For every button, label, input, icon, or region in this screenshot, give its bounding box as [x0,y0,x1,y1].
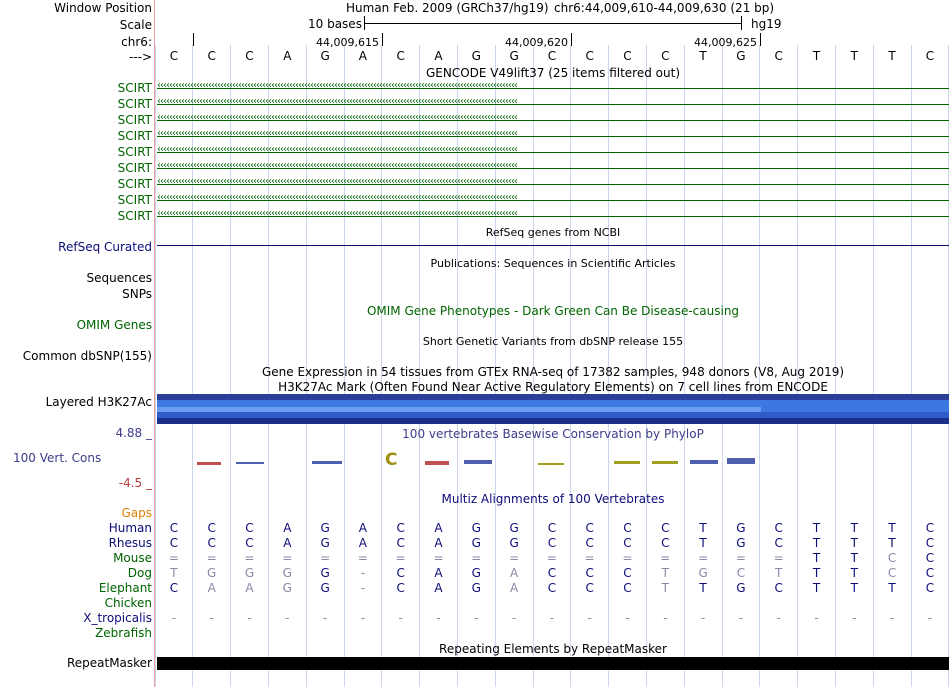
dbsnp-label[interactable]: Common dbSNP(155) [22,349,152,363]
alignment-base: G [282,581,292,595]
species-label-dog[interactable]: Dog [127,566,152,580]
alignment-base: C [887,566,897,580]
alignment-base: C [547,566,557,580]
alignment-base: A [434,521,443,535]
alignment-base: C [623,521,632,535]
alignment-base: C [169,581,179,595]
alignment-base: C [585,521,594,535]
alignment-base: G [471,566,481,580]
alignment-base: T [775,566,783,580]
alignment-base: G [320,566,330,580]
sequence-base: T [888,49,896,63]
alignment-base: G [282,566,292,580]
refseq-label[interactable]: RefSeq Curated [58,240,152,254]
species-label-human[interactable]: Human [108,521,152,535]
alignment-base: G [509,536,519,550]
gencode-transcript[interactable]: ‹‹‹‹‹‹‹‹‹‹‹‹‹‹‹‹‹‹‹‹‹‹‹‹‹‹‹‹‹‹‹‹‹‹‹‹‹‹‹‹‹‹‹‹‹‹‹‹‹‹‹‹‹‹‹‹‹‹‹‹‹‹‹‹‹‹‹‹‹‹‹‹‹‹‹‹‹‹‹‹‹‹‹‹‹‹‹‹‹‹‹‹‹‹‹‹‹‹‹‹‹‹‹‹‹‹‹‹‹‹‹‹‹‹‹‹‹‹‹‹ [157,101,949,108]
alignment-base: = [244,551,255,565]
alignment-base: A [434,536,443,550]
gencode-item-label[interactable]: SCIRT [117,129,152,143]
alignment-base: = [773,551,784,565]
alignment-base: - [927,611,933,625]
alignment-base: C [925,566,935,580]
alignment-base: T [812,536,821,550]
gencode-item-label[interactable]: SCIRT [117,161,152,175]
alignment-base: = [395,551,406,565]
h3k27ac-label[interactable]: Layered H3K27Ac [45,395,152,409]
h3k27ac-track-title[interactable]: H3K27Ac Mark (Often Found Near Active Regulatory Elements) on 7 cell lines from ENCODE [278,380,828,394]
sequence-base: G [736,49,746,63]
omim-track-title[interactable]: OMIM Gene Phenotypes - Dark Green Can Be Disease-causing [366,304,740,318]
alignment-base: C [925,536,935,550]
ruler-tick [382,33,383,46]
alignment-base: = [357,551,368,565]
species-label-chicken[interactable]: Chicken [104,596,152,610]
dbsnp-track-title[interactable]: Short Genetic Variants from dbSNP release 155 [422,335,684,348]
alignment-base: T [888,521,896,535]
alignment-base: T [850,581,858,595]
alignment-base: = [660,551,671,565]
alignment-base: A [358,521,367,535]
alignment-base: C [585,566,594,580]
phylop-track-title[interactable]: 100 vertebrates Basewise Conservation by PhyloP [402,427,704,441]
alignment-base: = [282,551,293,565]
alignment-base: G [698,566,708,580]
alignment-base: A [283,536,292,550]
species-label-x_tropicalis[interactable]: X_tropicalis [83,611,152,625]
gencode-item-label[interactable]: SCIRT [117,177,152,191]
sequence-base: A [283,49,292,63]
gencode-transcript[interactable]: ‹‹‹‹‹‹‹‹‹‹‹‹‹‹‹‹‹‹‹‹‹‹‹‹‹‹‹‹‹‹‹‹‹‹‹‹‹‹‹‹‹‹‹‹‹‹‹‹‹‹‹‹‹‹‹‹‹‹‹‹‹‹‹‹‹‹‹‹‹‹‹‹‹‹‹‹‹‹‹‹‹‹‹‹‹‹‹‹‹‹‹‹‹‹‹‹‹‹‹‹‹‹‹‹‹‹‹‹‹‹‹‹‹‹‹‹‹‹‹‹ [157,149,949,156]
alignment-base: = [584,551,595,565]
alignment-base: A [207,581,216,595]
ruler-label-1: 44,009,615 [316,36,379,49]
gencode-item-label[interactable]: SCIRT [117,193,152,207]
alignment-base: - [209,611,214,625]
alignment-base: G [736,581,746,595]
alignment-base: A [283,521,292,535]
alignment-base: - [814,611,819,625]
alignment-base: C [774,521,783,535]
alignment-base: - [171,611,177,625]
alignment-base: C [887,551,897,565]
species-label-mouse[interactable]: Mouse [113,551,152,565]
alignment-base: G [244,566,255,580]
gencode-transcript[interactable]: ‹‹‹‹‹‹‹‹‹‹‹‹‹‹‹‹‹‹‹‹‹‹‹‹‹‹‹‹‹‹‹‹‹‹‹‹‹‹‹‹‹‹‹‹‹‹‹‹‹‹‹‹‹‹‹‹‹‹‹‹‹‹‹‹‹‹‹‹‹‹‹‹‹‹‹‹‹‹‹‹‹‹‹‹‹‹‹‹‹‹‹‹‹‹‹‹‹‹‹‹‹‹‹‹‹‹‹‹‹‹‹‹‹‹‹‹‹‹‹‹ [157,117,949,124]
alignment-base: G [736,536,746,550]
chrom-label: chr6: [121,35,152,49]
alignment-base: C [736,566,746,580]
alignment-base: - [700,611,706,625]
gencode-item-label[interactable]: SCIRT [117,145,152,159]
ruler-label-3: 44,009,625 [694,36,757,49]
sequence-base: A [358,49,367,63]
repeatmasker-element[interactable] [157,657,949,670]
species-label-elephant[interactable]: Elephant [98,581,152,595]
gaps-label[interactable]: Gaps [121,506,152,520]
sequence-base: G [471,49,481,63]
gencode-item-label[interactable]: SCIRT [117,113,152,127]
alignment-base: C [585,581,594,595]
alignment-base: - [852,611,857,625]
ruler-tick [760,33,761,46]
alignment-base: A [509,581,519,595]
alignment-base: - [322,611,328,625]
sequence-base: A [434,49,443,63]
alignment-base: C [169,536,179,550]
scale-bar [364,23,742,24]
alignment-base: T [812,581,821,595]
refseq-gene-line[interactable] [157,245,949,246]
gencode-item-label[interactable]: SCIRT [117,81,152,95]
species-label-zebrafish[interactable]: Zebrafish [95,626,152,640]
alignment-base: - [360,581,366,595]
alignment-base: G [509,521,519,535]
alignment-base: - [549,611,555,625]
alignment-base: C [547,536,557,550]
species-label-rhesus[interactable]: Rhesus [108,536,152,550]
assembly-name[interactable]: Human Feb. 2009 (GRCh37/hg19) [346,1,549,15]
alignment-base: G [320,536,330,550]
alignment-base: C [169,521,179,535]
alignment-base: = [509,551,520,565]
alignment-base: C [585,536,594,550]
alignment-base: C [623,581,632,595]
strand-label: ---> [128,50,152,64]
multiz-track-title[interactable]: Multiz Alignments of 100 Vertebrates [441,492,665,506]
sequence-base: C [774,49,783,63]
alignment-base: - [360,566,366,580]
alignment-base: T [170,566,178,580]
gencode-transcript[interactable]: ‹‹‹‹‹‹‹‹‹‹‹‹‹‹‹‹‹‹‹‹‹‹‹‹‹‹‹‹‹‹‹‹‹‹‹‹‹‹‹‹‹‹‹‹‹‹‹‹‹‹‹‹‹‹‹‹‹‹‹‹‹‹‹‹‹‹‹‹‹‹‹‹‹‹‹‹‹‹‹‹‹‹‹‹‹‹‹‹‹‹‹‹‹‹‹‹‹‹‹‹‹‹‹‹‹‹‹‹‹‹‹‹‹‹‹‹‹‹‹‹ [157,213,949,220]
sequence-base: C [547,49,557,63]
gencode-transcript[interactable]: ‹‹‹‹‹‹‹‹‹‹‹‹‹‹‹‹‹‹‹‹‹‹‹‹‹‹‹‹‹‹‹‹‹‹‹‹‹‹‹‹‹‹‹‹‹‹‹‹‹‹‹‹‹‹‹‹‹‹‹‹‹‹‹‹‹‹‹‹‹‹‹‹‹‹‹‹‹‹‹‹‹‹‹‹‹‹‹‹‹‹‹‹‹‹‹‹‹‹‹‹‹‹‹‹‹‹‹‹‹‹‹‹‹‹‹‹‹‹‹‹ [157,181,949,188]
alignment-base: - [738,611,744,625]
sequence-base: C [245,49,254,63]
publications-snps-label[interactable]: SNPs [122,287,152,301]
scale-bar-right [741,16,742,30]
gencode-track-title[interactable]: GENCODE V49lift37 (25 items filtered out) [425,66,680,80]
publications-sequences-label[interactable]: Sequences [86,271,152,285]
gencode-item-label[interactable]: SCIRT [117,97,152,111]
alignment-base: C [245,521,254,535]
alignment-base: C [774,581,783,595]
alignment-base: C [925,551,935,565]
sequence-base: C [169,49,179,63]
repeatmasker-label[interactable]: RepeatMasker [66,656,152,670]
alignment-base: T [850,536,858,550]
sequence-base: C [661,49,670,63]
gencode-transcript[interactable]: ‹‹‹‹‹‹‹‹‹‹‹‹‹‹‹‹‹‹‹‹‹‹‹‹‹‹‹‹‹‹‹‹‹‹‹‹‹‹‹‹‹‹‹‹‹‹‹‹‹‹‹‹‹‹‹‹‹‹‹‹‹‹‹‹‹‹‹‹‹‹‹‹‹‹‹‹‹‹‹‹‹‹‹‹‹‹‹‹‹‹‹‹‹‹‹‹‹‹‹‹‹‹‹‹‹‹‹‹‹‹‹‹‹‹‹‹‹‹‹‹ [157,165,949,172]
alignment-base: - [474,611,479,625]
alignment-base: C [547,521,557,535]
alignment-base: = [698,551,709,565]
alignment-base: T [699,536,707,550]
sequence-base: T [699,49,707,63]
alignment-base: A [245,581,254,595]
alignment-base: = [622,551,633,565]
alignment-base: T [888,581,896,595]
sequence-base: C [207,49,216,63]
refseq-track-title[interactable]: RefSeq genes from NCBI [485,226,621,239]
gtex-track-title[interactable]: Gene Expression in 54 tissues from GTEx RNA-seq of 17382 samples, 948 donors (V8, Aug 2019) [261,365,845,379]
alignment-base: - [625,611,630,625]
alignment-base: C [396,536,405,550]
alignment-base: C [207,536,216,550]
alignment-base: T [850,551,858,565]
alignment-base: T [661,581,669,595]
alignment-base: = [206,551,217,565]
alignment-base: G [471,536,481,550]
alignment-base: - [587,611,592,625]
publications-track-title[interactable]: Publications: Sequences in Scientific Articles [430,257,676,270]
alignment-base: C [396,566,405,580]
alignment-base: C [661,521,670,535]
alignment-base: = [320,551,331,565]
scale-db: hg19 [751,17,782,31]
alignment-base: - [663,611,668,625]
alignment-base: = [546,551,557,565]
alignment-base: T [699,521,707,535]
alignment-base: - [398,611,403,625]
ruler-tick [571,33,572,46]
gencode-item-label[interactable]: SCIRT [117,209,152,223]
ruler-tick [193,33,194,46]
gencode-transcript[interactable]: ‹‹‹‹‹‹‹‹‹‹‹‹‹‹‹‹‹‹‹‹‹‹‹‹‹‹‹‹‹‹‹‹‹‹‹‹‹‹‹‹‹‹‹‹‹‹‹‹‹‹‹‹‹‹‹‹‹‹‹‹‹‹‹‹‹‹‹‹‹‹‹‹‹‹‹‹‹‹‹‹‹‹‹‹‹‹‹‹‹‹‹‹‹‹‹‹‹‹‹‹‹‹‹‹‹‹‹‹‹‹‹‹‹‹‹‹‹‹‹‹ [157,133,949,140]
sequence-base: C [623,49,632,63]
alignment-base: A [434,566,443,580]
alignment-base: T [812,551,821,565]
alignment-base: G [736,521,746,535]
alignment-base: C [925,521,935,535]
sequence-base: T [812,49,821,63]
alignment-base: A [509,566,519,580]
alignment-base: C [774,536,783,550]
alignment-base: T [850,521,858,535]
alignment-base: = [471,551,482,565]
alignment-base: - [247,611,252,625]
phylop-label[interactable]: 100 Vert. Cons [13,451,102,465]
alignment-base: - [776,611,781,625]
scale-label: Scale [119,18,152,32]
alignment-base: T [699,581,707,595]
sequence-base: C [585,49,594,63]
alignment-base: - [436,611,441,625]
alignment-base: A [434,581,443,595]
phylop-max-label: 4.88 _ [115,426,152,440]
sequence-base: C [396,49,405,63]
sequence-base: G [509,49,519,63]
alignment-base: T [888,536,896,550]
alignment-base: G [471,581,481,595]
window-position-label: Window Position [54,1,152,15]
alignment-base: G [207,566,217,580]
alignment-base: G [320,521,330,535]
gencode-transcript[interactable]: ‹‹‹‹‹‹‹‹‹‹‹‹‹‹‹‹‹‹‹‹‹‹‹‹‹‹‹‹‹‹‹‹‹‹‹‹‹‹‹‹‹‹‹‹‹‹‹‹‹‹‹‹‹‹‹‹‹‹‹‹‹‹‹‹‹‹‹‹‹‹‹‹‹‹‹‹‹‹‹‹‹‹‹‹‹‹‹‹‹‹‹‹‹‹‹‹‹‹‹‹‹‹‹‹‹‹‹‹‹‹‹‹‹‹‹‹‹‹‹‹ [157,197,949,204]
alignment-base: - [889,611,895,625]
alignment-base: C [925,581,935,595]
alignment-base: - [511,611,517,625]
alignment-base: - [360,611,366,625]
alignment-base: C [623,566,632,580]
phylop-min-label: -4.5 _ [118,476,152,490]
h3k27ac-signal[interactable] [157,394,949,424]
repeatmasker-track-title[interactable]: Repeating Elements by RepeatMasker [439,642,667,656]
alignment-base: A [358,536,367,550]
alignment-base: C [623,536,632,550]
alignment-base: T [850,566,858,580]
ruler-label-2: 44,009,620 [505,36,568,49]
omim-label[interactable]: OMIM Genes [76,318,152,332]
alignment-base: = [433,551,444,565]
alignment-base: C [396,521,405,535]
alignment-base: = [735,551,746,565]
sequence-base: C [925,49,935,63]
gencode-transcript[interactable]: ‹‹‹‹‹‹‹‹‹‹‹‹‹‹‹‹‹‹‹‹‹‹‹‹‹‹‹‹‹‹‹‹‹‹‹‹‹‹‹‹‹‹‹‹‹‹‹‹‹‹‹‹‹‹‹‹‹‹‹‹‹‹‹‹‹‹‹‹‹‹‹‹‹‹‹‹‹‹‹‹‹‹‹‹‹‹‹‹‹‹‹‹‹‹‹‹‹‹‹‹‹‹‹‹‹‹‹‹‹‹‹‹‹‹‹‹‹‹‹‹ [157,85,949,92]
phylop-logo[interactable]: C [157,452,949,472]
position-readout[interactable]: chr6:44,009,610-44,009,630 (21 bp) [554,1,775,15]
alignment-base: C [207,521,216,535]
alignment-base: = [168,551,179,565]
alignment-base: C [245,536,254,550]
alignment-base: G [471,521,481,535]
scale-text: 10 bases [308,17,362,31]
alignment-base: C [547,581,557,595]
alignment-base: C [396,581,405,595]
alignment-base: T [812,566,821,580]
alignment-base: - [285,611,290,625]
sequence-base: G [320,49,330,63]
sequence-base: T [850,49,858,63]
alignment-base: T [812,521,821,535]
alignment-base: T [661,566,669,580]
alignment-base: G [320,581,330,595]
alignment-base: C [661,536,670,550]
